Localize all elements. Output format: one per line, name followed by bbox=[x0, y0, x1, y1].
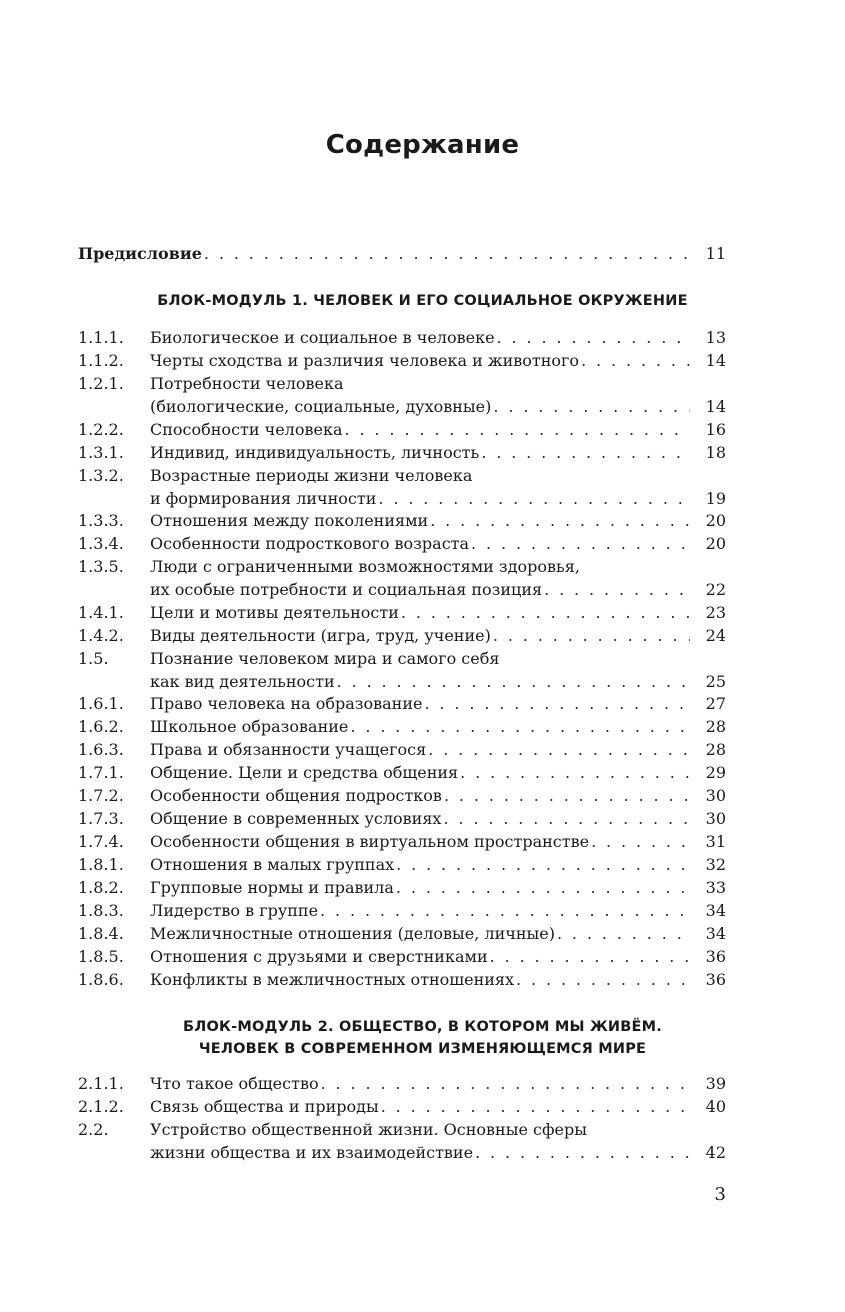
entry-title-line1: Возрастные периоды жизни человека bbox=[150, 466, 473, 485]
dot-leader bbox=[444, 784, 690, 807]
dot-leader bbox=[481, 441, 690, 464]
entry-title: Отношения с друзьями и сверстниками bbox=[150, 947, 488, 966]
page-ref: 24 bbox=[705, 626, 726, 645]
entry-title: жизни общества и их взаимодействие bbox=[150, 1143, 474, 1162]
dot-leader bbox=[204, 242, 690, 265]
dot-leader bbox=[460, 761, 690, 784]
block1-heading: БЛОК-МОДУЛЬ 1. ЧЕЛОВЕК И ЕГО СОЦИАЛЬНОЕ ОКРУЖЕНИЕ bbox=[157, 293, 688, 309]
dot-leader bbox=[396, 853, 690, 876]
entry-title: Общение. Цели и средства общения bbox=[150, 763, 459, 782]
dot-leader bbox=[516, 968, 690, 991]
page-ref: 23 bbox=[705, 603, 726, 622]
entry-title: их особые потребности и социальная позиция bbox=[150, 580, 543, 599]
toc-entry[interactable] bbox=[78, 464, 726, 510]
dot-leader bbox=[581, 349, 690, 372]
dot-leader bbox=[557, 922, 690, 945]
toc-entry[interactable] bbox=[78, 968, 726, 991]
dot-leader bbox=[396, 876, 690, 899]
page-ref: 30 bbox=[705, 786, 726, 805]
entry-number: 1.7.3. bbox=[78, 809, 124, 828]
entry-title: Конфликты в межличностных отношениях bbox=[150, 970, 515, 989]
entry-title: Особенности подросткового возраста bbox=[150, 534, 470, 553]
dot-leader bbox=[591, 830, 690, 853]
entry-title: как вид деятельности bbox=[150, 672, 335, 691]
entry-number: 2.2. bbox=[78, 1120, 109, 1139]
toc-entry[interactable] bbox=[78, 761, 726, 784]
entry-title: Школьное образование bbox=[150, 717, 349, 736]
dot-leader bbox=[475, 1141, 690, 1164]
toc-entry-preface[interactable] bbox=[78, 242, 726, 265]
page-ref: 29 bbox=[705, 763, 726, 782]
entry-number: 1.4.2. bbox=[78, 626, 124, 645]
dot-leader bbox=[430, 509, 690, 532]
toc-entry[interactable] bbox=[78, 349, 726, 372]
toc-entry[interactable] bbox=[78, 509, 726, 532]
page-ref: 30 bbox=[705, 809, 726, 828]
page-ref: 31 bbox=[705, 832, 726, 851]
entry-title: Виды деятельности (игра, труд, учение) bbox=[150, 626, 491, 645]
entry-title-line1: Потребности человека bbox=[150, 374, 344, 393]
toc-entry[interactable] bbox=[78, 692, 726, 715]
toc-entry[interactable] bbox=[78, 532, 726, 555]
toc-entry[interactable] bbox=[78, 922, 726, 945]
page-ref: 16 bbox=[705, 420, 726, 439]
entry-number: 1.1.2. bbox=[78, 351, 124, 370]
toc-entry[interactable] bbox=[78, 326, 726, 349]
page-ref: 20 bbox=[705, 511, 726, 530]
dot-leader bbox=[337, 670, 690, 693]
toc-entry[interactable] bbox=[78, 876, 726, 899]
entry-title: Связь общества и природы bbox=[150, 1097, 379, 1116]
entry-number: 1.3.1. bbox=[78, 443, 124, 462]
entry-title: Лидерство в группе bbox=[150, 901, 319, 920]
page-ref: 40 bbox=[705, 1097, 726, 1116]
toc-entry[interactable] bbox=[78, 853, 726, 876]
block2-heading-line1: БЛОК-МОДУЛЬ 2. ОБЩЕСТВО, В КОТОРОМ МЫ ЖИВЁМ. bbox=[183, 1019, 662, 1035]
entry-title: Отношения в малых группах bbox=[150, 855, 395, 874]
entry-number: 1.6.2. bbox=[78, 717, 124, 736]
entry-number: 1.5. bbox=[78, 649, 109, 668]
dot-leader bbox=[428, 738, 690, 761]
dot-leader bbox=[471, 532, 690, 555]
page-ref: 13 bbox=[705, 328, 726, 347]
entry-number: 1.6.1. bbox=[78, 694, 124, 713]
toc-entry[interactable] bbox=[78, 807, 726, 830]
entry-number: 1.3.5. bbox=[78, 557, 124, 576]
dot-leader bbox=[320, 899, 690, 922]
entry-title: Что такое общество bbox=[150, 1074, 319, 1093]
entry-number: 1.8.6. bbox=[78, 970, 124, 989]
dot-leader bbox=[424, 692, 690, 715]
toc-entry[interactable] bbox=[78, 441, 726, 464]
entry-number: 1.8.4. bbox=[78, 924, 124, 943]
dot-leader bbox=[493, 395, 690, 418]
toc-entry[interactable] bbox=[78, 601, 726, 624]
entry-number: 1.3.4. bbox=[78, 534, 124, 553]
toc-entry[interactable] bbox=[78, 372, 726, 418]
toc-entry[interactable] bbox=[78, 738, 726, 761]
entry-title: Отношения между поколениями bbox=[150, 511, 429, 530]
toc-entry[interactable] bbox=[78, 1095, 726, 1118]
entry-number: 1.2.2. bbox=[78, 420, 124, 439]
entry-number: 1.1.1. bbox=[78, 328, 124, 347]
entry-title: Особенности общения подростков bbox=[150, 786, 442, 805]
entry-title-line1: Устройство общественной жизни. Основные сферы bbox=[150, 1120, 587, 1139]
toc-entry[interactable] bbox=[78, 624, 726, 647]
entry-number: 1.7.1. bbox=[78, 763, 124, 782]
entry-title: Способности человека bbox=[150, 420, 343, 439]
entry-title: (биологические, социальные, духовные) bbox=[150, 397, 492, 416]
dot-leader bbox=[490, 945, 690, 968]
entry-number: 1.8.2. bbox=[78, 878, 124, 897]
dot-leader bbox=[381, 1095, 690, 1118]
entry-number: 1.4.1. bbox=[78, 603, 124, 622]
entry-title: Общение в современных условиях bbox=[150, 809, 442, 828]
entry-number: 1.7.4. bbox=[78, 832, 124, 851]
block2-heading bbox=[0, 1016, 845, 1060]
page-ref: 28 bbox=[705, 740, 726, 759]
page-ref: 36 bbox=[705, 947, 726, 966]
entry-number: 1.8.3. bbox=[78, 901, 124, 920]
entry-title: Права и обязанности учащегося bbox=[150, 740, 427, 759]
entry-number: 1.8.5. bbox=[78, 947, 124, 966]
page-ref: 11 bbox=[705, 244, 726, 263]
entry-title: Право человека на образование bbox=[150, 694, 423, 713]
entry-title: Черты сходства и различия человека и животного bbox=[150, 351, 580, 370]
entry-title: Индивид, индивидуальность, личность bbox=[150, 443, 480, 462]
entry-number: 2.1.1. bbox=[78, 1074, 124, 1093]
page-ref: 28 bbox=[705, 717, 726, 736]
page-ref: 18 bbox=[705, 443, 726, 462]
entry-title: Цели и мотивы деятельности bbox=[150, 603, 399, 622]
entry-title-line1: Познание человеком мира и самого себя bbox=[150, 649, 500, 668]
page-ref: 27 bbox=[705, 694, 726, 713]
page-ref: 42 bbox=[705, 1143, 726, 1162]
entry-title-line1: Люди с ограниченными возможностями здоровья, bbox=[150, 557, 580, 576]
entry-title: и формирования личности bbox=[150, 489, 377, 508]
toc-entry[interactable] bbox=[78, 784, 726, 807]
page-ref: 32 bbox=[705, 855, 726, 874]
entry-title: Биологическое и социальное в человеке bbox=[150, 328, 495, 347]
page-ref: 25 bbox=[705, 672, 726, 691]
page-ref: 19 bbox=[705, 489, 726, 508]
entry-number: 2.1.2. bbox=[78, 1097, 124, 1116]
entry-number: 1.3.2. bbox=[78, 466, 124, 485]
entry-number: 1.3.3. bbox=[78, 511, 124, 530]
block2-heading-line2: ЧЕЛОВЕК В СОВРЕМЕННОМ ИЗМЕНЯЮЩЕМСЯ МИРЕ bbox=[198, 1041, 647, 1057]
dot-leader bbox=[493, 624, 690, 647]
dot-leader bbox=[350, 715, 690, 738]
entry-title: Особенности общения в виртуальном пространстве bbox=[150, 832, 590, 851]
toc-entry[interactable] bbox=[78, 945, 726, 968]
entry-number: 1.8.1. bbox=[78, 855, 124, 874]
toc-entry[interactable] bbox=[78, 647, 726, 693]
entry-number: 1.2.1. bbox=[78, 374, 124, 393]
page-title: Содержание bbox=[325, 130, 520, 160]
dot-leader bbox=[497, 326, 690, 349]
toc-entry[interactable] bbox=[78, 830, 726, 853]
page-ref: 20 bbox=[705, 534, 726, 553]
page-ref: 14 bbox=[705, 397, 726, 416]
toc-entry[interactable] bbox=[78, 899, 726, 922]
entry-number: 1.7.2. bbox=[78, 786, 124, 805]
dot-leader bbox=[378, 487, 690, 510]
entry-number: 1.6.3. bbox=[78, 740, 124, 759]
toc-entry[interactable] bbox=[78, 715, 726, 738]
page-ref: 34 bbox=[705, 924, 726, 943]
toc-entry[interactable] bbox=[78, 418, 726, 441]
page-number: 3 bbox=[714, 1184, 726, 1205]
preface-label: Предисловие bbox=[78, 244, 202, 263]
page-ref: 36 bbox=[705, 970, 726, 989]
page-ref: 34 bbox=[705, 901, 726, 920]
entry-title: Межличностные отношения (деловые, личные) bbox=[150, 924, 555, 943]
page-ref: 14 bbox=[705, 351, 726, 370]
page-ref: 33 bbox=[705, 878, 726, 897]
toc-entry[interactable] bbox=[78, 1072, 726, 1095]
table-of-contents bbox=[78, 0, 726, 1312]
dot-leader bbox=[344, 418, 690, 441]
dot-leader bbox=[443, 807, 690, 830]
entry-title: Групповые нормы и правила bbox=[150, 878, 394, 897]
page-ref: 22 bbox=[705, 580, 726, 599]
dot-leader bbox=[401, 601, 690, 624]
dot-leader bbox=[544, 578, 690, 601]
toc-entry[interactable] bbox=[78, 555, 726, 601]
toc-entry[interactable] bbox=[78, 1118, 726, 1164]
dot-leader bbox=[321, 1072, 690, 1095]
page-ref: 39 bbox=[705, 1074, 726, 1093]
